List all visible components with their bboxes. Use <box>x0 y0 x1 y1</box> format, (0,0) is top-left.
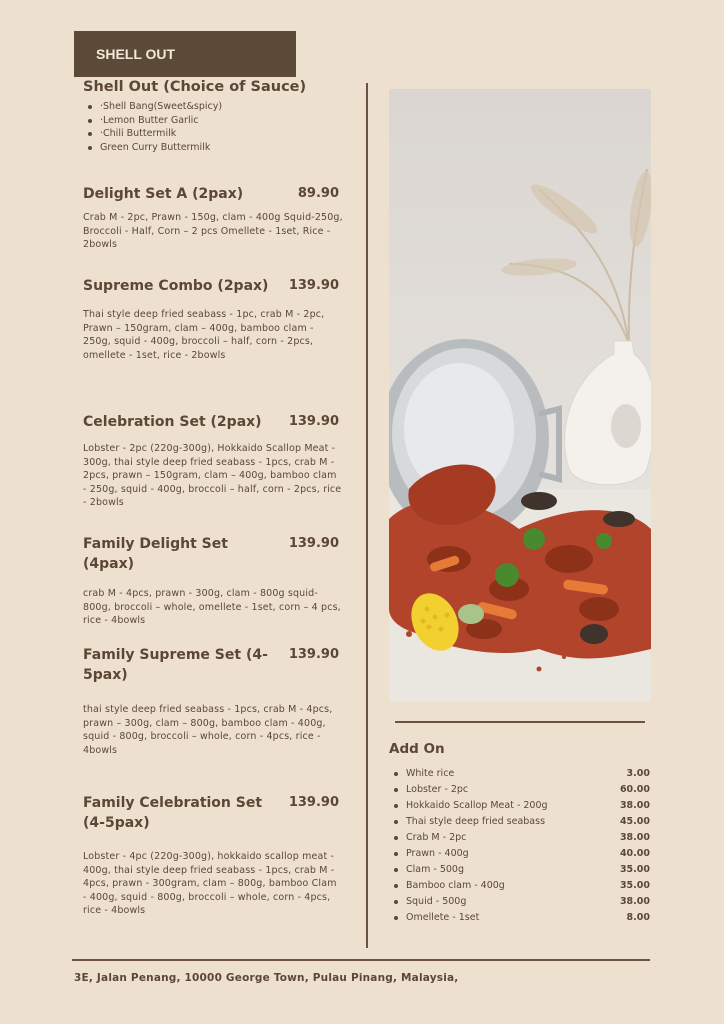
set-family-celebration <box>83 793 343 918</box>
address: 3E, Jalan Penang, 10000 George Town, Pulau Pinang, Malaysia, <box>74 972 459 984</box>
column-divider <box>366 83 368 948</box>
set-description: Lobster - 2pc (220g-300g), Hokkaido Scallop Meat - 300g, thai style deep fried seabass - 1pcs, crab M - 2pcs, prawn – 150gram, clam – 400g, bamboo clam - 250g, squid - 400g, broccoli – half, corn - 2pcs, rice - 2bowls <box>83 443 342 508</box>
addon-list <box>393 766 650 926</box>
addon-name: White rice <box>406 768 455 779</box>
addon-price: 35.00 <box>619 864 650 875</box>
set-price: 139.90 <box>288 795 339 810</box>
addon-name: Clam - 500g <box>406 864 464 875</box>
addon-price: 60.00 <box>619 784 650 795</box>
set-description: crab M - 4pcs, prawn - 300g, clam - 800g squid-800g, broccoli – whole, omellete - 1set, corn – 4 pcs, rice - 4bowls <box>83 588 341 626</box>
addon-name: Prawn - 400g <box>406 848 469 859</box>
addon-item <box>393 894 650 910</box>
sauce-item: ·Shell Bang(Sweet&spicy) <box>83 100 343 114</box>
addon-item <box>393 766 650 782</box>
set-description: Lobster - 4pc (220g-300g), hokkaido scallop meat - 400g, thai style deep fried seabass - 1pcs, crab M - 4pcs, prawn - 300gram, clam – 800g, bamboo Clam - 400g, squid - 800g, broccoli – whole, corn - 4pcs, rice - 4bowls <box>83 851 337 916</box>
addon-name: Thai style deep fried seabass <box>406 816 546 827</box>
set-description: Crab M - 2pc, Prawn - 150g, clam - 400g Squid-250g, Broccoli - Half, Corn – 2 pcs Omellete - 1set, Rice - 2bowls <box>83 212 343 250</box>
sauce-list <box>83 100 343 154</box>
set-price: 139.90 <box>288 278 339 293</box>
seafood-photo <box>389 89 651 702</box>
set-description: thai style deep fried seabass - 1pcs, crab M - 4pcs, prawn – 300g, clam – 800g, bamboo clam - 400g, squid - 800g, broccoli – whole, corn - 4pcs, rice - 4bowls <box>83 704 333 756</box>
addon-item <box>393 798 650 814</box>
addon-name: Squid - 500g <box>406 896 467 907</box>
sauce-item: ·Lemon Butter Garlic <box>83 114 343 128</box>
set-price: 89.90 <box>297 186 339 201</box>
set-name: Celebration Set (2pax) <box>83 414 262 430</box>
set-name: Family Delight Set (4pax) <box>83 536 228 572</box>
addon-price: 35.00 <box>619 880 650 891</box>
addon-item <box>393 782 650 798</box>
set-price: 139.90 <box>288 647 339 662</box>
addon-name: Hokkaido Scallop Meat - 200g <box>406 800 548 811</box>
addon-item <box>393 910 650 926</box>
addon-name: Lobster - 2pc <box>406 784 469 795</box>
sauce-block <box>83 79 343 154</box>
section-tag: SHELL OUT <box>74 31 296 77</box>
set-name: Family Supreme Set (4-5pax) <box>83 647 268 683</box>
set-family-delight <box>83 534 343 628</box>
footer-divider <box>72 959 650 961</box>
addon-price: 40.00 <box>619 848 650 859</box>
addon-item <box>393 878 650 894</box>
set-delight-a <box>83 184 343 252</box>
set-price: 139.90 <box>288 414 339 429</box>
seafood-illustration <box>389 89 651 702</box>
sauce-title: Shell Out (Choice of Sauce) <box>83 79 307 95</box>
addon-price: 38.00 <box>619 832 650 843</box>
addon-price: 8.00 <box>626 912 650 923</box>
addon-price: 38.00 <box>619 896 650 907</box>
set-supreme-combo <box>83 276 343 362</box>
sauce-item: ·Chili Buttermilk <box>83 127 343 141</box>
addon-name: Crab M - 2pc <box>406 832 467 843</box>
set-name: Family Celebration Set (4-5pax) <box>83 795 263 831</box>
addon-price: 38.00 <box>619 800 650 811</box>
sauce-item: Green Curry Buttermilk <box>83 141 343 155</box>
set-family-supreme <box>83 645 343 757</box>
addon-item <box>393 814 650 830</box>
addon-item <box>393 862 650 878</box>
addon-name: Omellete - 1set <box>406 912 480 923</box>
addon-price: 45.00 <box>619 816 650 827</box>
addon-divider <box>395 721 645 723</box>
addon-item <box>393 846 650 862</box>
set-name: Supreme Combo (2pax) <box>83 278 269 294</box>
set-description: Thai style deep fried seabass - 1pc, crab M - 2pc, Prawn – 150gram, clam – 400g, bamboo clam - 250g, squid - 400g, broccoli – half, corn - 2pcs, omellete - 1set, rice - 2bowls <box>83 309 325 361</box>
addon-item <box>393 830 650 846</box>
set-name: Delight Set A (2pax) <box>83 186 244 202</box>
addon-price: 3.00 <box>626 768 650 779</box>
set-celebration <box>83 412 343 510</box>
addon-title: Add On <box>389 741 445 757</box>
set-price: 139.90 <box>288 536 339 551</box>
addon-name: Bamboo clam - 400g <box>406 880 505 891</box>
